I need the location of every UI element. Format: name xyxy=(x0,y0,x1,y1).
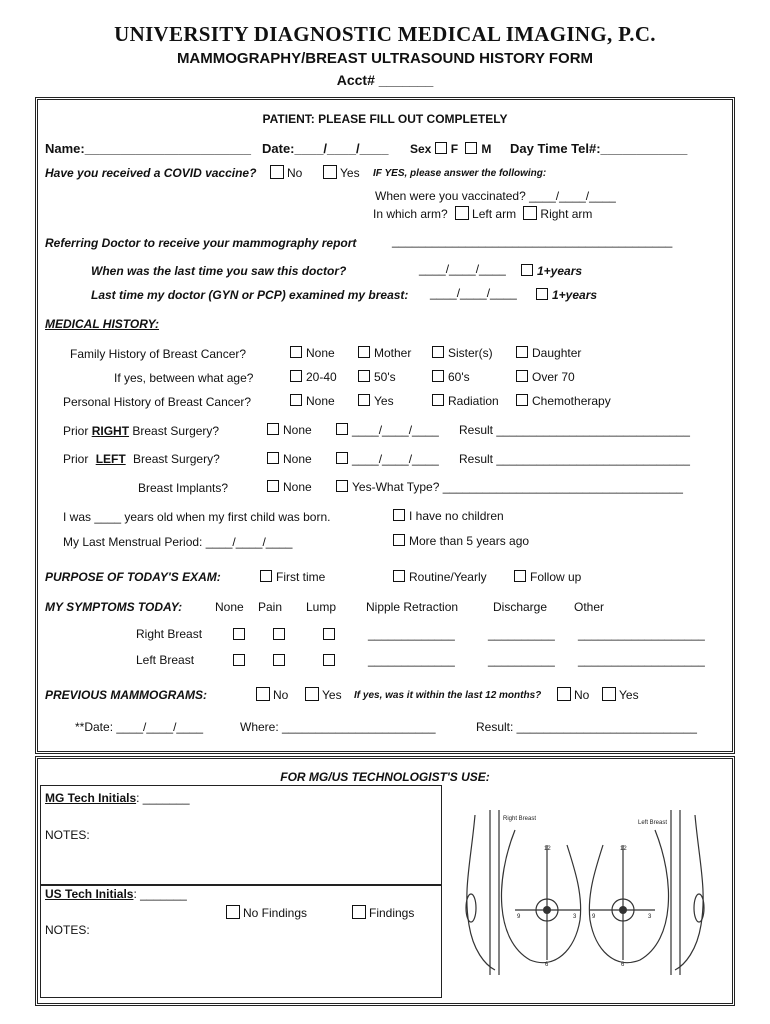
personal-none-label: None xyxy=(306,394,335,408)
no-children-option[interactable] xyxy=(393,509,504,523)
findings-label: Findings xyxy=(369,906,415,920)
first-time-checkbox[interactable] xyxy=(260,570,272,582)
notes-2-label: NOTES: xyxy=(45,923,90,937)
vaccination-arm xyxy=(373,206,592,221)
right-arm-checkbox[interactable] xyxy=(523,206,537,220)
prev-no-option[interactable] xyxy=(256,687,288,702)
notes-divider xyxy=(40,884,442,886)
covid-question: Have you received a COVID vaccine? xyxy=(45,166,257,180)
left-surgery-none-option[interactable] xyxy=(267,452,312,466)
left-surgery-none-label: None xyxy=(283,452,312,466)
prev-yes-checkbox[interactable] xyxy=(305,687,319,701)
right-surgery-date[interactable]: ____/____/____ xyxy=(352,423,439,437)
implants-none-checkbox[interactable] xyxy=(267,480,279,492)
family-sister-option[interactable] xyxy=(432,346,493,360)
family-sister-label: Sister(s) xyxy=(448,346,493,360)
family-mother-option[interactable] xyxy=(358,346,411,360)
first-time-label: First time xyxy=(276,570,326,584)
prev-yes-label: Yes xyxy=(322,688,342,702)
no-findings-option[interactable] xyxy=(226,905,307,920)
prior-label: Prior xyxy=(63,452,89,466)
left-6-label: 6 xyxy=(621,962,625,968)
covid-yes-option[interactable] xyxy=(323,165,360,180)
right-breast-row-label: Right Breast xyxy=(136,627,203,641)
covid-no-checkbox[interactable] xyxy=(270,165,284,179)
day-tel-field[interactable]: Day Time Tel#:____________ xyxy=(510,141,688,156)
sex-label: Sex xyxy=(410,142,432,156)
personal-radiation-label: Radiation xyxy=(448,394,499,408)
age-20-40-checkbox[interactable] xyxy=(290,370,302,382)
left-arm-label: Left arm xyxy=(472,207,517,221)
left-discharge-blank[interactable]: __________ xyxy=(488,653,555,667)
implants-yes-option[interactable] xyxy=(336,480,683,494)
within-no-label: No xyxy=(574,688,590,702)
personal-chemo-checkbox[interactable] xyxy=(516,394,528,406)
symptoms-label: MY SYMPTOMS TODAY: xyxy=(45,600,183,614)
age-50s-option[interactable] xyxy=(358,370,396,384)
left-torso-line xyxy=(675,815,703,970)
sex-f-checkbox[interactable] xyxy=(435,142,447,154)
right-12-label: 12 xyxy=(544,846,551,852)
left-9-label: 9 xyxy=(592,914,596,920)
age-over70-label: Over 70 xyxy=(532,370,575,384)
right-nipple xyxy=(543,906,551,914)
family-daughter-label: Daughter xyxy=(532,346,582,360)
last-exam-years-label: 1+years xyxy=(552,288,598,302)
right-surgery-date-checkbox[interactable] xyxy=(336,423,348,435)
covid-no-option[interactable] xyxy=(270,165,302,180)
last-exam-years[interactable] xyxy=(536,288,597,302)
right-3-label: 3 xyxy=(573,914,577,920)
right-none-checkbox[interactable] xyxy=(233,628,245,640)
last-exam-date[interactable]: ____/____/____ xyxy=(430,286,517,300)
left-surgery-result[interactable]: Result _____________________________ xyxy=(459,452,690,466)
implants-question: Breast Implants? xyxy=(138,481,229,495)
menstrual-period[interactable]: My Last Menstrual Period: ____/____/____ xyxy=(63,535,293,549)
left-surgery-date[interactable]: ____/____/____ xyxy=(352,452,439,466)
implants-none-option[interactable] xyxy=(267,480,312,494)
routine-checkbox[interactable] xyxy=(393,570,405,582)
left-other-blank[interactable]: ___________________ xyxy=(578,653,705,667)
right-other-blank[interactable]: ___________________ xyxy=(578,627,705,641)
implants-yes-label: Yes-What Type? ____________________________________ xyxy=(352,480,683,494)
us-tech-initials[interactable] xyxy=(45,887,187,901)
no-children-checkbox[interactable] xyxy=(393,509,405,521)
right-torso-line xyxy=(467,815,495,970)
personal-history-question: Personal History of Breast Cancer? xyxy=(63,395,252,409)
within-yes-option[interactable] xyxy=(602,687,639,702)
sex-f-label: F xyxy=(450,142,459,156)
more-than-5-checkbox[interactable] xyxy=(393,534,405,546)
age-over70-checkbox[interactable] xyxy=(516,370,528,382)
family-mother-label: Mother xyxy=(374,346,412,360)
age-60s-label: 60's xyxy=(448,370,470,384)
covid-yes-checkbox[interactable] xyxy=(323,165,337,179)
age-20-40-option[interactable] xyxy=(290,370,337,384)
no-findings-label: No Findings xyxy=(243,906,308,920)
prev-where-field[interactable]: Where: _______________________ xyxy=(240,720,436,734)
breast-diagram xyxy=(455,800,715,980)
family-daughter-checkbox[interactable] xyxy=(516,346,528,358)
mg-initials-label: MG Tech Initials xyxy=(45,791,137,805)
account-number: Acct# _______ xyxy=(336,72,434,88)
last-saw-doctor: When was the last time you saw this doctor? xyxy=(91,264,347,278)
right-surgery-none-option[interactable] xyxy=(267,423,312,437)
family-mother-checkbox[interactable] xyxy=(358,346,370,358)
covid-no-label: No xyxy=(287,166,303,180)
surgery-label: Breast Surgery? xyxy=(132,424,220,438)
personal-yes-checkbox[interactable] xyxy=(358,394,370,406)
findings-checkbox[interactable] xyxy=(352,905,366,919)
personal-none-option[interactable] xyxy=(290,394,335,408)
symptom-col-discharge: Discharge xyxy=(493,600,548,614)
age-20-40-label: 20-40 xyxy=(306,370,337,384)
age-over70-option[interactable] xyxy=(516,370,575,384)
last-saw-years[interactable] xyxy=(521,264,582,278)
personal-chemo-option[interactable] xyxy=(516,394,611,408)
left-none-checkbox[interactable] xyxy=(233,654,245,666)
implants-yes-checkbox[interactable] xyxy=(336,480,348,492)
more-than-5-option[interactable] xyxy=(393,534,529,548)
us-initials-blank[interactable]: : _______ xyxy=(133,887,187,901)
right-surgery-result[interactable]: Result _____________________________ xyxy=(459,423,690,437)
first-time-option[interactable] xyxy=(260,570,325,584)
tech-title: FOR MG/US TECHNOLOGIST'S USE: xyxy=(280,770,490,784)
personal-radiation-option[interactable] xyxy=(432,394,499,408)
personal-radiation-checkbox[interactable] xyxy=(432,394,444,406)
left-lump-checkbox[interactable] xyxy=(323,654,335,666)
symptom-col-other: Other xyxy=(574,600,605,614)
right-arm-label: Right arm xyxy=(540,207,593,221)
patient-instruction: PATIENT: PLEASE FILL OUT COMPLETELY xyxy=(262,112,508,126)
family-sister-checkbox[interactable] xyxy=(432,346,444,358)
last-saw-date[interactable]: ____/____/____ xyxy=(419,262,506,276)
right-discharge-blank[interactable]: __________ xyxy=(488,627,555,641)
left-surgery-date-checkbox[interactable] xyxy=(336,452,348,464)
within-yes-label: Yes xyxy=(619,688,639,702)
which-arm-label: In which arm? xyxy=(373,207,448,221)
mg-tech-initials[interactable] xyxy=(45,791,190,805)
referring-doctor-label: Referring Doctor to receive your mammography report xyxy=(45,236,357,250)
right-lump-checkbox[interactable] xyxy=(323,628,335,640)
left-arm-checkbox[interactable] xyxy=(455,206,469,220)
left-nipple xyxy=(619,906,627,914)
referring-doctor-field[interactable]: __________________________________________ xyxy=(392,234,673,248)
left-breast-outline xyxy=(589,830,668,963)
family-daughter-option[interactable] xyxy=(516,346,581,360)
last-exam-label: Last time my doctor (GYN or PCP) examined my breast: xyxy=(91,288,409,302)
sex-field xyxy=(410,142,491,156)
last-saw-years-checkbox[interactable] xyxy=(521,264,533,276)
within-12-months-question: If yes, was it within the last 12 months? xyxy=(354,690,542,701)
no-children-label: I have no children xyxy=(409,509,504,523)
age-50s-label: 50's xyxy=(374,370,396,384)
within-no-option[interactable] xyxy=(557,687,589,702)
routine-option[interactable] xyxy=(393,570,487,584)
previous-mammograms-label: PREVIOUS MAMMOGRAMS: xyxy=(45,688,207,702)
right-surgery-none-label: None xyxy=(283,423,312,437)
last-exam-years-checkbox[interactable] xyxy=(536,288,548,300)
within-no-checkbox[interactable] xyxy=(557,687,571,701)
medical-history-heading: MEDICAL HISTORY: xyxy=(45,317,160,331)
us-initials-label: US Tech Initials xyxy=(45,887,134,901)
right-nipple-blank[interactable]: _____________ xyxy=(368,627,455,641)
follow-up-label: Follow up xyxy=(530,570,582,584)
personal-yes-label: Yes xyxy=(374,394,394,408)
within-yes-checkbox[interactable] xyxy=(602,687,616,701)
prev-no-label: No xyxy=(273,688,289,702)
notes-1-label: NOTES: xyxy=(45,828,90,842)
left-breast-label: Left Breast xyxy=(638,820,668,826)
vaccination-date[interactable]: When were you vaccinated? ____/____/____ xyxy=(375,189,616,203)
no-findings-checkbox[interactable] xyxy=(226,905,240,919)
symptom-col-none: None xyxy=(215,600,244,614)
left-label: LEFT xyxy=(95,452,126,466)
left-breast-row-label: Left Breast xyxy=(136,653,195,667)
right-9-label: 9 xyxy=(517,914,521,920)
right-pain-checkbox[interactable] xyxy=(273,628,285,640)
left-3-label: 3 xyxy=(648,914,652,920)
left-surgery-none-checkbox[interactable] xyxy=(267,452,279,464)
family-none-option[interactable] xyxy=(290,346,335,360)
age-60s-checkbox[interactable] xyxy=(432,370,444,382)
findings-option[interactable] xyxy=(352,905,414,920)
right-breast-outline xyxy=(501,830,580,963)
right-surgery-none-checkbox[interactable] xyxy=(267,423,279,435)
prior-right-surgery-question xyxy=(63,424,219,438)
personal-yes-option[interactable] xyxy=(358,394,394,408)
clinic-title: UNIVERSITY DIAGNOSTIC MEDICAL IMAGING, P.C. xyxy=(114,22,656,46)
symptom-col-nipple: Nipple Retraction xyxy=(366,600,459,614)
mg-initials-blank[interactable]: : _______ xyxy=(136,791,190,805)
purpose-label: PURPOSE OF TODAY'S EXAM: xyxy=(45,570,221,584)
sex-m-checkbox[interactable] xyxy=(465,142,477,154)
right-label: RIGHT xyxy=(91,424,130,438)
more-than-5-label: More than 5 years ago xyxy=(409,534,530,548)
prev-no-checkbox[interactable] xyxy=(256,687,270,701)
form-title: MAMMOGRAPHY/BREAST ULTRASOUND HISTORY FORM xyxy=(176,50,594,67)
routine-label: Routine/Yearly xyxy=(409,570,487,584)
follow-up-checkbox[interactable] xyxy=(514,570,526,582)
personal-none-checkbox[interactable] xyxy=(290,394,302,406)
left-surgery-date-option[interactable] xyxy=(336,452,439,466)
first-child-age[interactable]: I was ____ years old when my first child was born. xyxy=(63,510,331,524)
sex-m-label: M xyxy=(481,142,492,156)
prior-left-surgery-question xyxy=(63,452,220,466)
age-question: If yes, between what age? xyxy=(114,371,254,385)
personal-chemo-label: Chemotherapy xyxy=(532,394,611,408)
right-6-label: 6 xyxy=(545,962,549,968)
surgery-label: Breast Surgery? xyxy=(133,452,220,466)
left-12-label: 12 xyxy=(620,846,627,852)
left-pain-checkbox[interactable] xyxy=(273,654,285,666)
follow-up-option[interactable] xyxy=(514,570,581,584)
prev-result-field[interactable]: Result: ___________________________ xyxy=(476,720,697,734)
prev-date-field[interactable]: **Date: ____/____/____ xyxy=(75,720,204,734)
prior-label: Prior xyxy=(63,424,89,438)
symptom-col-pain: Pain xyxy=(258,600,283,614)
covid-yes-label: Yes xyxy=(340,166,360,180)
age-50s-checkbox[interactable] xyxy=(358,370,370,382)
implants-none-label: None xyxy=(283,480,312,494)
family-none-label: None xyxy=(306,346,335,360)
name-field[interactable]: Name:_______________________ xyxy=(45,141,252,156)
family-none-checkbox[interactable] xyxy=(290,346,302,358)
symptom-col-lump: Lump xyxy=(306,600,337,614)
family-history-question: Family History of Breast Cancer? xyxy=(70,347,247,361)
date-field[interactable]: Date:____/____/____ xyxy=(262,141,389,156)
right-breast-label: Right Breast xyxy=(503,816,537,822)
age-60s-option[interactable] xyxy=(432,370,470,384)
right-surgery-date-option[interactable] xyxy=(336,423,439,437)
last-saw-years-label: 1+years xyxy=(537,264,583,278)
prev-yes-option[interactable] xyxy=(305,687,342,702)
covid-if-yes: IF YES, please answer the following: xyxy=(373,168,547,179)
left-nipple-blank[interactable]: _____________ xyxy=(368,653,455,667)
